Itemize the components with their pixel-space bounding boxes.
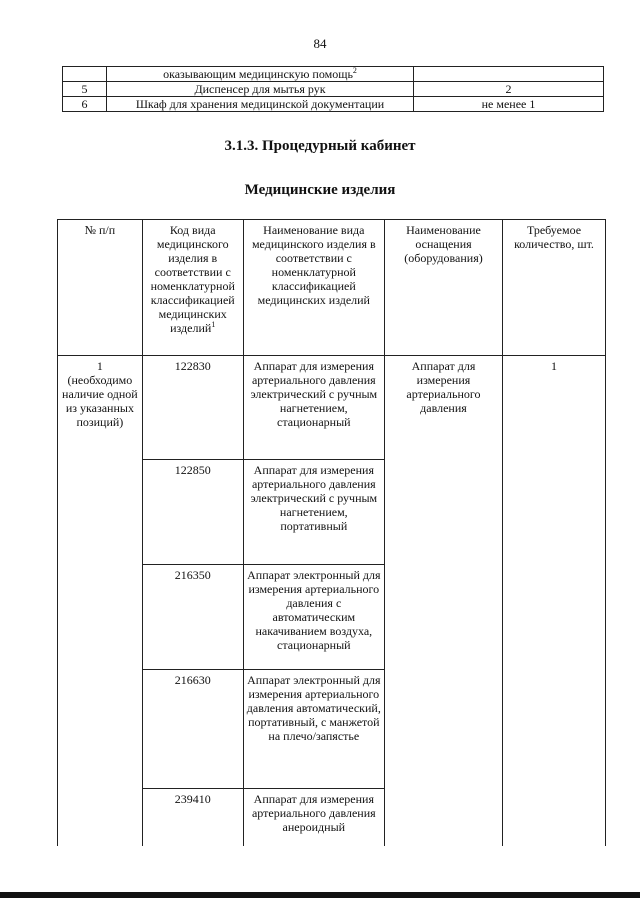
- quantity-cell: 2: [414, 82, 604, 97]
- quantity-cell: [414, 67, 604, 82]
- device-code: 239410: [142, 789, 243, 847]
- footnote-mark: 2: [352, 66, 357, 75]
- device-name: Аппарат для измерения артериального давления электрический с ручным нагнетением, портативный: [243, 460, 384, 565]
- item-name-cell: [107, 67, 414, 82]
- row-number-cell: [63, 67, 107, 82]
- device-name: Аппарат электронный для измерения артериального давления автоматический, портативный, с манжетой на плечо/запястье: [243, 670, 384, 789]
- device-code: 216350: [142, 565, 243, 670]
- item-name-cell: [107, 82, 414, 97]
- section-title: 3.1.3. Процедурный кабинет: [224, 138, 416, 154]
- device-code: 122830: [142, 356, 243, 460]
- device-name: Аппарат для измерения артериального давления электрический с ручным нагнетением, стационарный: [243, 356, 384, 460]
- header-equipment: Наименование оснащения (оборудования): [384, 220, 502, 356]
- header-number: № п/п: [58, 220, 143, 356]
- group-number-cell: [58, 356, 143, 847]
- device-name: Аппарат электронный для измерения артериального давления с автоматическим накачиванием воздуха, стационарный: [243, 565, 384, 670]
- equipment-name: Аппарат для измерения артериального давления: [384, 356, 502, 847]
- footnote-mark: 1: [211, 320, 216, 329]
- item-name: Диспенсер для мытья рук: [194, 82, 326, 96]
- continuation-table: [62, 66, 604, 112]
- table-row: [63, 67, 604, 82]
- header-code-text: Код вида медицинского изделия в соответствии с номенклатурной классификацией медицинских изделий: [150, 223, 235, 335]
- item-name-cell: [107, 97, 414, 112]
- header-device-name: Наименование вида медицинского изделия в соответствии с номенклатурной классификацией медицинских изделий: [243, 220, 384, 356]
- scan-border: [0, 892, 640, 898]
- row-number-cell: 5: [63, 82, 107, 97]
- table-header-row: [58, 220, 606, 356]
- header-quantity: Требуемое количество, шт.: [503, 220, 606, 356]
- table-row: [58, 356, 606, 460]
- medical-devices-table: [57, 219, 606, 846]
- group-note: (необходимо наличие одной из указанных позиций): [62, 373, 138, 429]
- device-code: 216630: [142, 670, 243, 789]
- item-name: Шкаф для хранения медицинской документации: [135, 97, 385, 111]
- subsection-title: Медицинские изделия: [244, 182, 396, 198]
- header-code: [142, 220, 243, 356]
- table-row: [63, 97, 604, 112]
- device-name: Аппарат для измерения артериального давления анероидный: [243, 789, 384, 847]
- row-number-cell: 6: [63, 97, 107, 112]
- page-number: 84: [313, 36, 327, 51]
- group-number: 1: [96, 359, 103, 373]
- device-code: 122850: [142, 460, 243, 565]
- quantity-cell: не менее 1: [414, 97, 604, 112]
- required-quantity: 1: [503, 356, 606, 847]
- table-row: [63, 82, 604, 97]
- item-name: оказывающим медицинскую помощь: [163, 67, 353, 81]
